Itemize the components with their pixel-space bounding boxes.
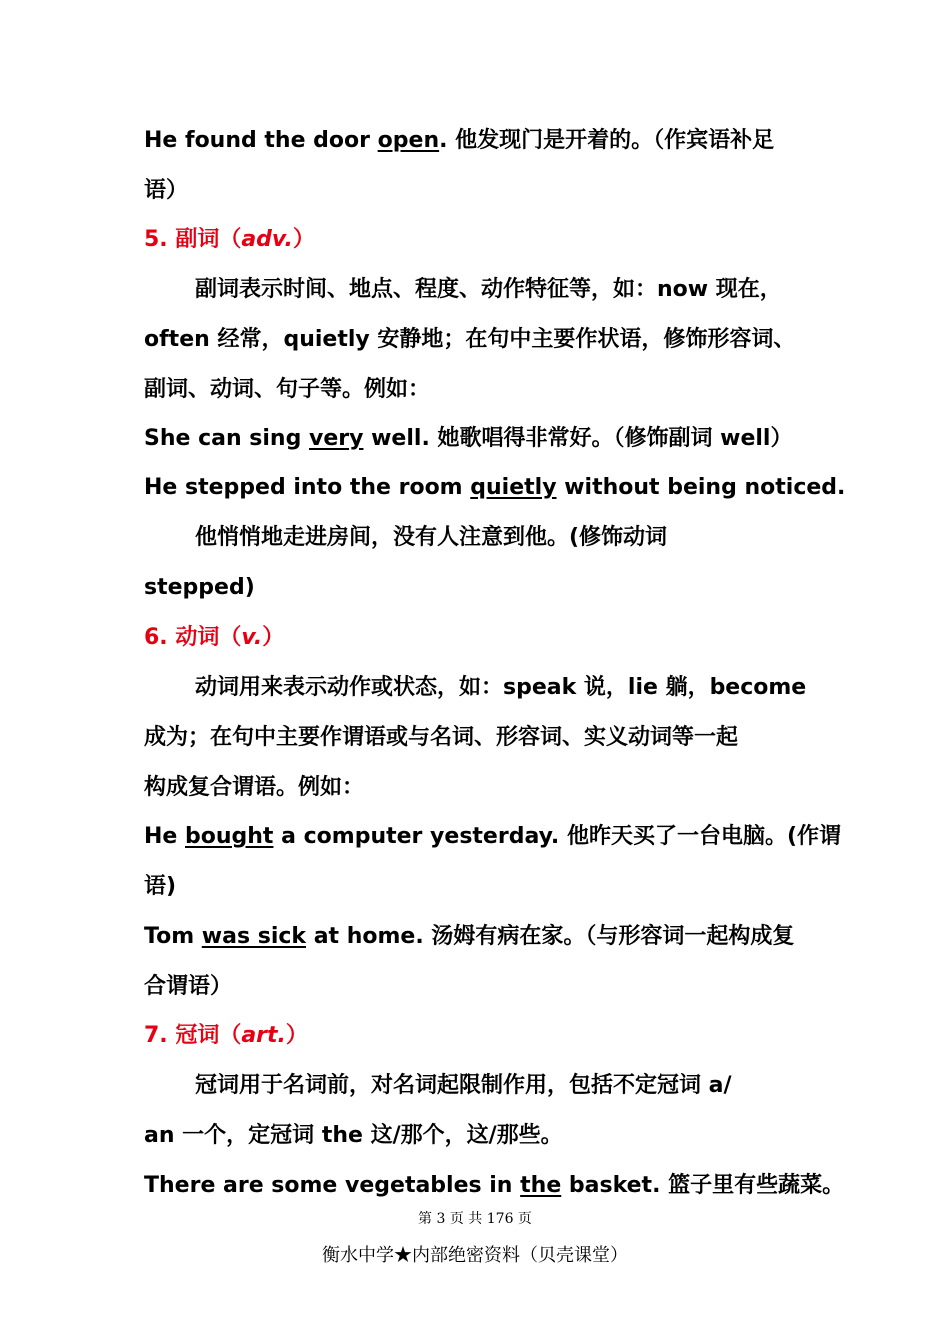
example-line: 语） xyxy=(144,178,189,203)
example-line: There are some vegetables in the basket. 篮子里有些蔬菜。 xyxy=(144,1173,845,1198)
example-line: 合谓语） xyxy=(144,974,233,999)
paragraph-line: 副词表示时间、地点、程度、动作特征等，如：now 现在， xyxy=(195,277,782,302)
paragraph-line: 冠词用于名词前，对名词起限制作用，包括不定冠词 a/ xyxy=(195,1073,732,1098)
section-heading-article: 7. 冠词（art.） xyxy=(144,1023,308,1048)
example-translation: 他悄悄地走进房间，没有人注意到他。(修饰动词 xyxy=(195,525,668,550)
section-heading-adverb: 5. 副词（adv.） xyxy=(144,227,315,252)
section-heading-verb: 6. 动词（v.） xyxy=(144,625,285,650)
example-line: She can sing very well. 她歌唱得非常好。（修饰副词 well） xyxy=(144,426,793,451)
paragraph-line: 构成复合谓语。例如： xyxy=(144,775,365,800)
paragraph-line: 动词用来表示动作或状态，如：speak 说，lie 躺，become xyxy=(195,675,807,700)
example-line: He stepped into the room quietly without being noticed. xyxy=(144,475,846,500)
paragraph-line: 成为；在句中主要作谓语或与名词、形容词、实义动词等一起 xyxy=(144,725,739,750)
example-line: 语) xyxy=(144,874,177,899)
example-line: Tom was sick at home. 汤姆有病在家。（与形容词一起构成复 xyxy=(144,924,795,949)
example-line: He found the door open. 他发现门是开着的。（作宾语补足 xyxy=(144,128,775,153)
example-line: He bought a computer yesterday. 他昨天买了一台电脑。(作谓 xyxy=(144,824,842,849)
page-number: 第 3 页 共 176 页 xyxy=(418,1211,532,1227)
example-translation: stepped) xyxy=(144,575,255,600)
footer-source: 衡水中学★内部绝密资料（贝壳课堂） xyxy=(322,1245,628,1266)
paragraph-line: an 一个，定冠词 the 这/那个，这/那些。 xyxy=(144,1123,563,1148)
paragraph-line: often 经常，quietly 安静地；在句中主要作状语，修饰形容词、 xyxy=(144,327,796,352)
paragraph-line: 副词、动词、句子等。例如： xyxy=(144,377,431,402)
